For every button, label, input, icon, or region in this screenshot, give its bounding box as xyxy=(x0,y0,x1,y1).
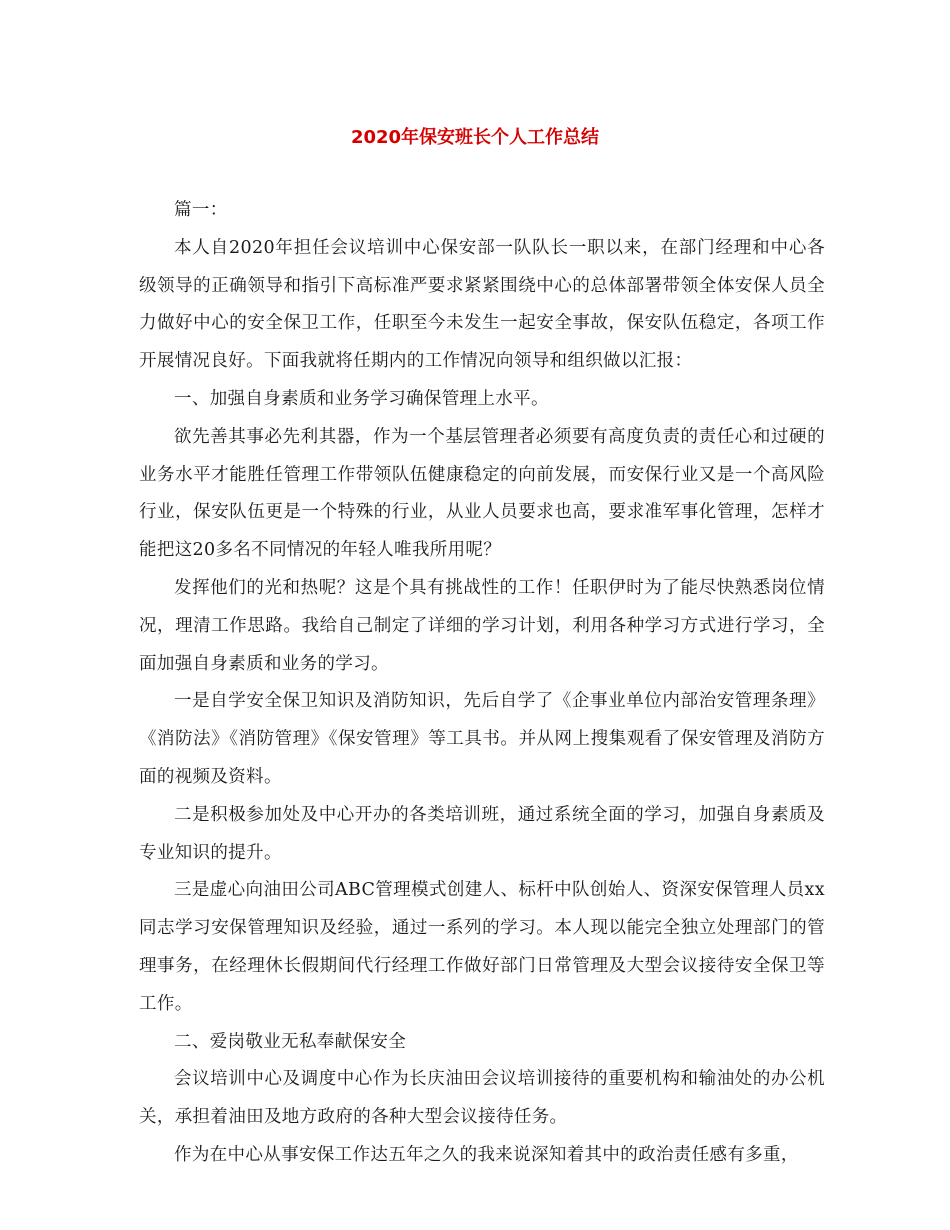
paragraph-section-label: 篇一： xyxy=(174,200,228,220)
document-title: 2020年保安班长个人工作总结 xyxy=(350,127,600,148)
paragraph: 二是积极参加处及中心开办的各类培训班，通过系统全面的学习，加强自身素质及专业知识的提升。 xyxy=(139,804,825,863)
paragraph: 三是虚心向油田公司ABC管理模式创建人、标杆中队创始人、资深安保管理人员xx同志学习安保管理知识及经验，通过一系列的学习。本人现以能完全独立处理部门的管理事务，在经理休长假期间代行经理工作做好部门日常管理及大型会议接待安全保卫等工作。 xyxy=(139,880,825,1014)
document-body xyxy=(139,192,825,1175)
paragraph: 一是自学安全保卫知识及消防知识，先后自学了《企事业单位内部治安管理条理》《消防法》《消防管理》《保安管理》等工具书。并从网上搜集观看了保安管理及消防方面的视频及资料。 xyxy=(139,691,825,787)
paragraph: 作为在中心从事安保工作达五年之久的我来说深知着其中的政治责任感有多重， xyxy=(174,1144,799,1165)
paragraph: 本人自2020年担任会议培训中心保安部一队队长一职以来，在部门经理和中心各级领导的正确领导和指引下高标准严要求紧紧围绕中心的总体部署带领全体安保人员全力做好中心的安全保卫工作，任职至今未发生一起安全事故，保安队伍稳定，各项工作开展情况良好。下面我就将任期内的工作情况向领导和组织做以汇报： xyxy=(139,237,825,372)
paragraph: 会议培训中心及调度中心作为长庆油田会议培训接待的重要机构和输油处的办公机关，承担着油田及地方政府的各种大型会议接待任务。 xyxy=(139,1069,825,1128)
paragraph: 欲先善其事必先利其器，作为一个基层管理者必须要有高度负责的责任心和过硬的业务水平才能胜任管理工作带领队伍健康稳定的向前发展，而安保行业又是一个高风险行业，保安队伍更是一个特殊的行业，从业人员要求也高，要求准军事化管理，怎样才能把这20多名不同情况的年轻人唯我所用呢？ xyxy=(139,426,825,561)
section-heading: 二、爱岗敬业无私奉献保安全 xyxy=(174,1031,407,1052)
section-heading: 一、加强自身素质和业务学习确保管理上水平。 xyxy=(174,388,549,409)
paragraph: 发挥他们的光和热呢？这是个具有挑战性的工作！任职伊时为了能尽快熟悉岗位情况，理清工作思路。我给自己制定了详细的学习计划，利用各种学习方式进行学习，全面加强自身素质和业务的学习。 xyxy=(139,577,825,674)
